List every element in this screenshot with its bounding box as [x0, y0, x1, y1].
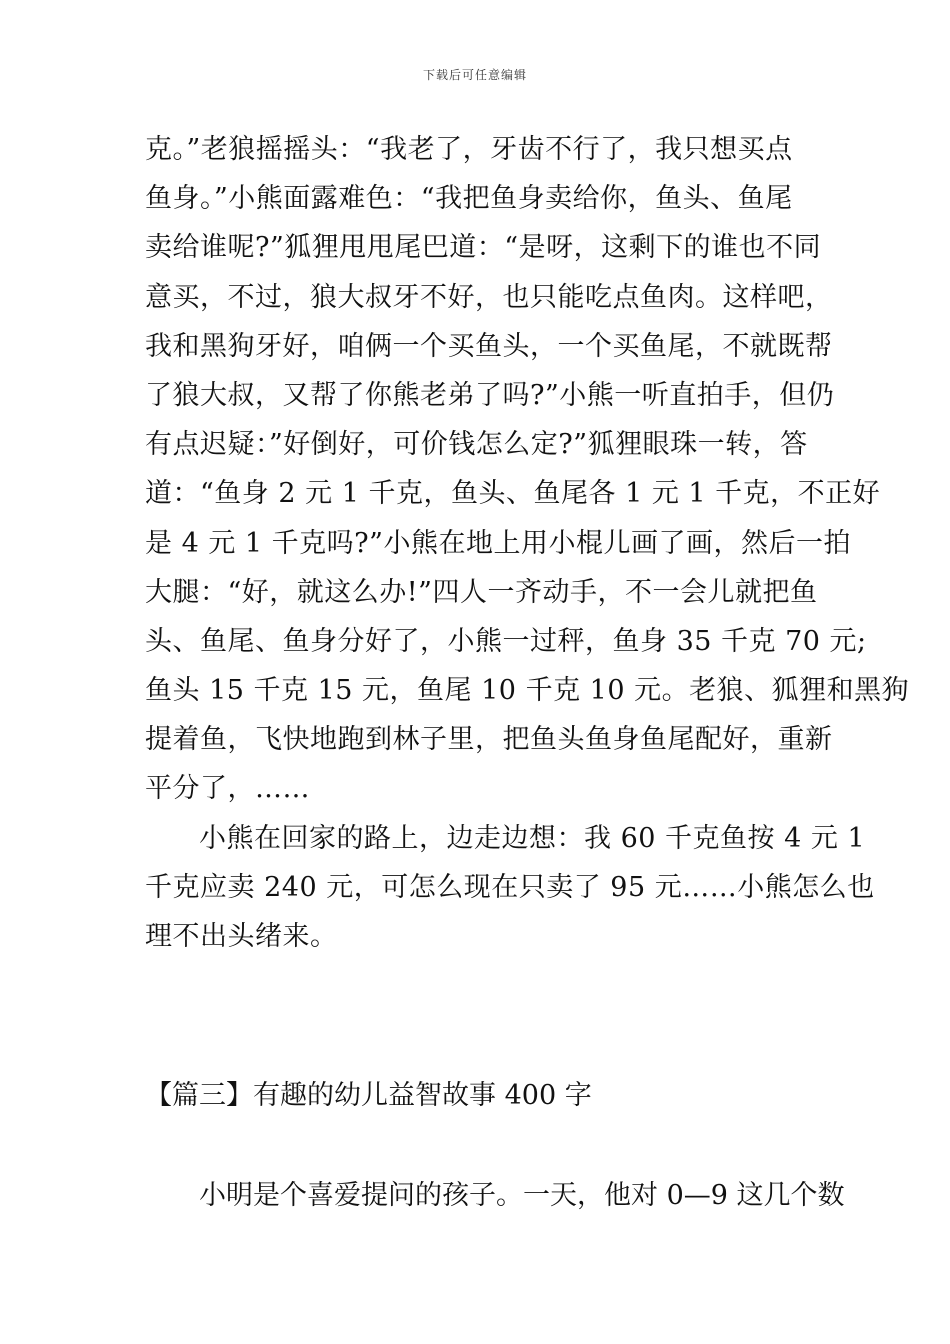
- text-line: 理不出头绪来。: [145, 921, 338, 952]
- paragraph-first-line: 小熊在回家的路上，边走边想：我 60 千克鱼按 4 元 1: [199, 822, 866, 854]
- text-line: 是 4 元 1 千克吗?”小熊在地上用小棍儿画了画，然后一拍: [145, 527, 851, 559]
- text-line: 鱼头 15 千克 15 元，鱼尾 10 千克 10 元。老狼、狐狸和黑狗: [145, 675, 910, 707]
- text-line: 卖给谁呢?”狐狸甩甩尾巴道：“是呀，这剩下的谁也不同: [145, 232, 822, 264]
- page-header: 下载后可任意编辑: [422, 68, 527, 82]
- text-line: 道：“鱼身 2 元 1 千克，鱼头、鱼尾各 1 元 1 千克，不正好: [145, 478, 881, 510]
- text-line: 克。”老狼摇摇头：“我老了，牙齿不行了，我只想买点: [145, 134, 793, 165]
- text-line: 有点迟疑：”好倒好，可价钱怎么定?”狐狸眼珠一转，答: [145, 429, 808, 461]
- text-line: 千克应卖 240 元，可怎么现在只卖了 95 元……小熊怎么也: [145, 871, 875, 903]
- text-line: 鱼身。”小熊面露难色：“我把鱼身卖给你，鱼头、鱼尾: [145, 183, 793, 215]
- text-line: 了狼大叔，又帮了你熊老弟了吗?”小熊一听直拍手，但仍: [145, 379, 835, 411]
- text-line: 大腿：“好，就这么办!”四人一齐动手，不一会儿就把鱼: [145, 576, 818, 608]
- section-first-line: 小明是个喜爱提问的孩子。一天，他对 0—9 这几个数: [199, 1180, 845, 1211]
- text-line: 提着鱼，飞快地跑到林子里，把鱼头鱼身鱼尾配好，重新: [145, 724, 833, 756]
- text-line: 我和黑狗牙好，咱俩一个买鱼头，一个买鱼尾，不就既帮: [145, 330, 833, 362]
- text-line: 头、鱼尾、鱼身分好了，小熊一过秤，鱼身 35 千克 70 元;: [145, 625, 867, 657]
- text-line: 意买，不过，狼大叔牙不好，也只能吃点鱼肉。这样吧，: [145, 281, 833, 313]
- section-heading: 【篇三】有趣的幼儿益智故事 400 字: [145, 1080, 592, 1111]
- text-line: 平分了，……: [145, 773, 310, 805]
- story-text-block: [145, 125, 910, 961]
